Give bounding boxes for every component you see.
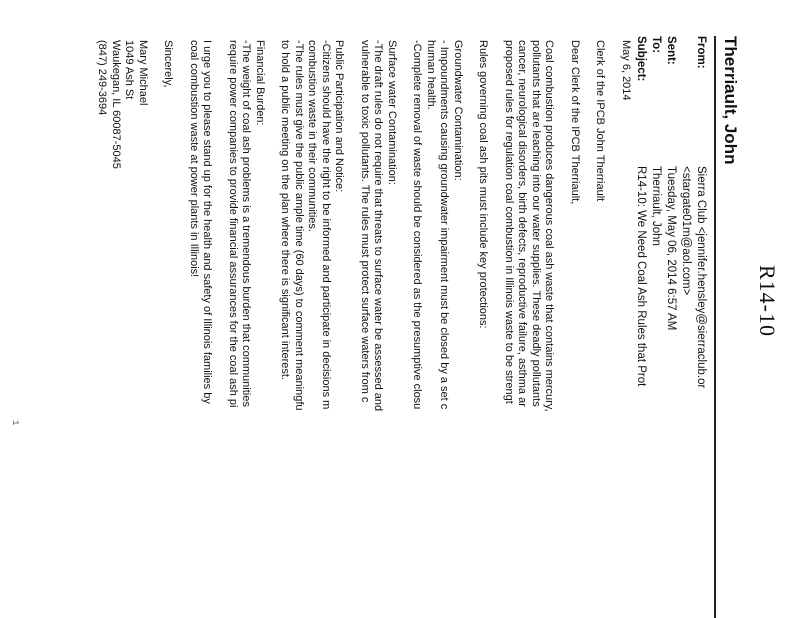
header-label: Subject: [635,36,647,82]
header-divider [714,36,716,618]
signature-line: Mary Michael [137,40,149,106]
section-line: -The rules must give the public ample time (60 days) to comment meaningfu [293,40,305,411]
section-surface-water [358,40,399,618]
header-row-sent [663,36,678,618]
section-line: -The draft rules do not require that threats to surface water be assessed and [372,40,385,412]
email-header [633,36,708,618]
header-row-from [693,36,708,618]
paragraph-line: I urge you to please stand up for the health and safety of Illinois families by [201,40,214,404]
section-groundwater [410,40,464,618]
section-title: Public Participation and Notice: [333,40,346,193]
header-value: <stargate01m@aol.com> [680,166,692,296]
section-line: -The weight of coal ash problems is a tremendous burden that communities [240,40,253,407]
header-row-subject [633,36,648,618]
letter-date: May 6, 2014 [620,40,632,101]
section-financial-burden [226,40,267,618]
paragraph-line: cancer, neurological disorders, birth defects, reproductive failure, asthma ar [516,40,529,407]
signature-line: 1049 Ash St [123,40,136,100]
section-public-participation [278,40,346,618]
section-line: to hold a public meeting on the plan where there is significant interest. [279,40,292,380]
header-label: Sent: [665,36,677,65]
header-value: Sierra Club <jennifer.hensley@sierraclub.or [695,166,707,389]
header-row-from-continued [678,36,693,618]
signature-block [95,40,149,618]
section-title: Financial Burden: [254,40,266,126]
header-label: To: [650,36,662,54]
header-value: Tuesday, May 06, 2014 6:57 AM [665,166,677,331]
letter-recipient: Clerk of the IPCB John Therriault [594,40,607,202]
header-label [678,36,693,166]
header-label: From: [695,36,707,69]
docket-number: R14-10 [755,265,780,337]
letter-signoff: Sincerely, [162,40,175,88]
signature-line: (847) 249-3694 [96,40,109,116]
section-title: Groundwater Contamination: [452,40,464,181]
section-title: Surface water Contamination: [386,40,398,185]
email-body [83,40,632,618]
section-line: -Citizens should have the right to be informed and participate in decisions m [320,40,332,410]
section-line: combustion waste in their communities. [306,40,319,232]
rules-statement: Rules governing coal ash pits must include key protections: [477,40,490,329]
paragraph-line: pollutants that are leaching into our water supplies. These deadly pollutants [530,40,542,407]
letter-salutation: Dear Clerk of the IPCB Therriault, [569,40,581,205]
header-row-to [648,36,663,618]
paragraph-line: proposed rules for regulation coal combustion in Illinois waste to be strengt [503,40,515,404]
header-value: Therriault, John [650,166,662,246]
closing-paragraph [187,40,214,618]
section-line: require power companies to provide financial assurances for the coal ash pi [227,40,239,408]
intro-paragraph [502,40,556,618]
section-line: human health. [425,40,437,110]
paragraph-line: Coal combustion produces dangerous coal ash waste that contains mercury, [543,40,556,412]
page-footer-mark: 1 [10,420,20,426]
sender-name-heading: Therriault, John [721,36,740,165]
header-value: R14-10: We Need Coal Ash Rules that Prot [635,166,647,387]
paragraph-line: coal combustion waste at power plants in Illinois! [188,40,200,278]
section-line: -Complete removal of waste should be considered as the presumptive closu [411,40,424,410]
section-line: vulnerable to toxic pollutants. The rules must protect surface waters from c [359,40,371,403]
section-line: - Impoundments causing groundwater impairment must be closed by a set c [438,40,451,410]
signature-line: Waukegan, IL 60087-5045 [110,40,122,169]
